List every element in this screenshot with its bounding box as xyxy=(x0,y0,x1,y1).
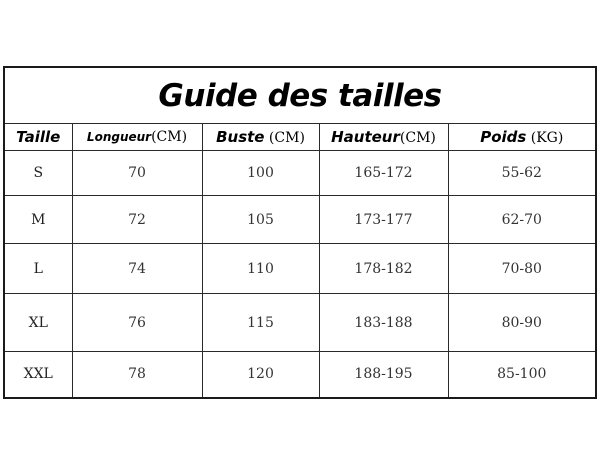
table-row xyxy=(4,151,596,196)
header-poids xyxy=(448,124,596,151)
size-cell: L xyxy=(4,244,72,294)
table-row xyxy=(4,294,596,352)
header-hauteur-label: Hauteur xyxy=(331,127,400,146)
longueur-cell: 76 xyxy=(72,294,202,352)
hauteur-cell: 178-182 xyxy=(319,244,448,294)
poids-cell: 62-70 xyxy=(448,196,596,244)
header-hauteur xyxy=(319,124,448,151)
header-poids-unit: (KG) xyxy=(526,129,564,146)
hauteur-cell: 183-188 xyxy=(319,294,448,352)
table-row xyxy=(4,352,596,398)
buste-cell: 105 xyxy=(202,196,319,244)
header-longueur-unit: (CM) xyxy=(151,129,188,145)
longueur-cell: 70 xyxy=(72,151,202,196)
size-cell: M xyxy=(4,196,72,244)
size-cell: XXL xyxy=(4,352,72,398)
longueur-cell: 72 xyxy=(72,196,202,244)
table-title: Guide des tailles xyxy=(4,67,596,124)
longueur-cell: 78 xyxy=(72,352,202,398)
buste-cell: 110 xyxy=(202,244,319,294)
header-hauteur-unit: (CM) xyxy=(399,129,436,146)
hauteur-cell: 173-177 xyxy=(319,196,448,244)
header-taille-label: Taille xyxy=(16,127,61,146)
buste-cell: 120 xyxy=(202,352,319,398)
header-row xyxy=(4,124,596,151)
hauteur-cell: 188-195 xyxy=(319,352,448,398)
hauteur-cell: 165-172 xyxy=(319,151,448,196)
poids-cell: 80-90 xyxy=(448,294,596,352)
poids-cell: 70-80 xyxy=(448,244,596,294)
size-cell: XL xyxy=(4,294,72,352)
poids-cell: 85-100 xyxy=(448,352,596,398)
buste-cell: 115 xyxy=(202,294,319,352)
size-chart-table xyxy=(3,66,597,399)
size-cell: S xyxy=(4,151,72,196)
header-longueur-label: Longueur xyxy=(86,130,152,144)
buste-cell: 100 xyxy=(202,151,319,196)
table-row xyxy=(4,196,596,244)
header-longueur xyxy=(72,124,202,151)
header-buste-label: Buste xyxy=(216,127,265,146)
poids-cell: 55-62 xyxy=(448,151,596,196)
header-taille xyxy=(4,124,72,151)
header-poids-label: Poids xyxy=(480,127,527,146)
header-buste xyxy=(202,124,319,151)
header-buste-unit: (CM) xyxy=(264,129,305,146)
table-row xyxy=(4,244,596,294)
longueur-cell: 74 xyxy=(72,244,202,294)
title-row xyxy=(4,67,596,124)
